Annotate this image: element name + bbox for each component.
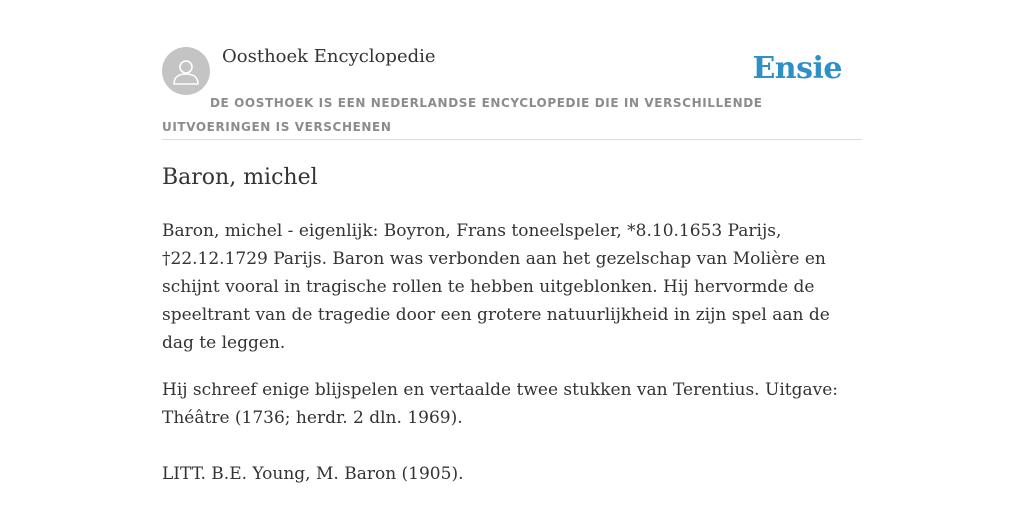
article-paragraph: Baron, michel - eigenlijk: Boyron, Frans toneelspeler, *8.10.1653 Parijs, †22.12.1729 Parijs. Baron was verbonden aan het gezelschap van Molière en schijnt vooral in tragische rollen te hebben uitgeblonken. Hij hervormde de speeltrant van de tragedie door een grotere natuurlijkheid in zijn spel aan de dag te leggen. xyxy=(162,221,830,353)
ensie-logo-link[interactable]: Ensie xyxy=(752,51,842,86)
article xyxy=(162,160,867,488)
source-header xyxy=(162,0,862,140)
source-title-link[interactable]: Oosthoek Encyclopedie xyxy=(222,46,436,67)
source-avatar[interactable] xyxy=(162,47,210,95)
article-paragraph: Hij schreef enige blijspelen en vertaalde twee stukken van Terentius. Uitgave: Théâtre (1736; herdr. 2 dln. 1969). xyxy=(162,380,838,428)
source-description: DE OOSTHOEK IS EEN NEDERLANDSE ENCYCLOPEDIE DIE IN VERSCHILLENDE UITVOERINGEN IS VERSCHENEN xyxy=(162,96,763,134)
user-silhouette-icon xyxy=(162,47,210,95)
article-title: Baron, michel xyxy=(162,165,318,190)
article-literature: LITT. B.E. Young, M. Baron (1905). xyxy=(162,464,464,484)
